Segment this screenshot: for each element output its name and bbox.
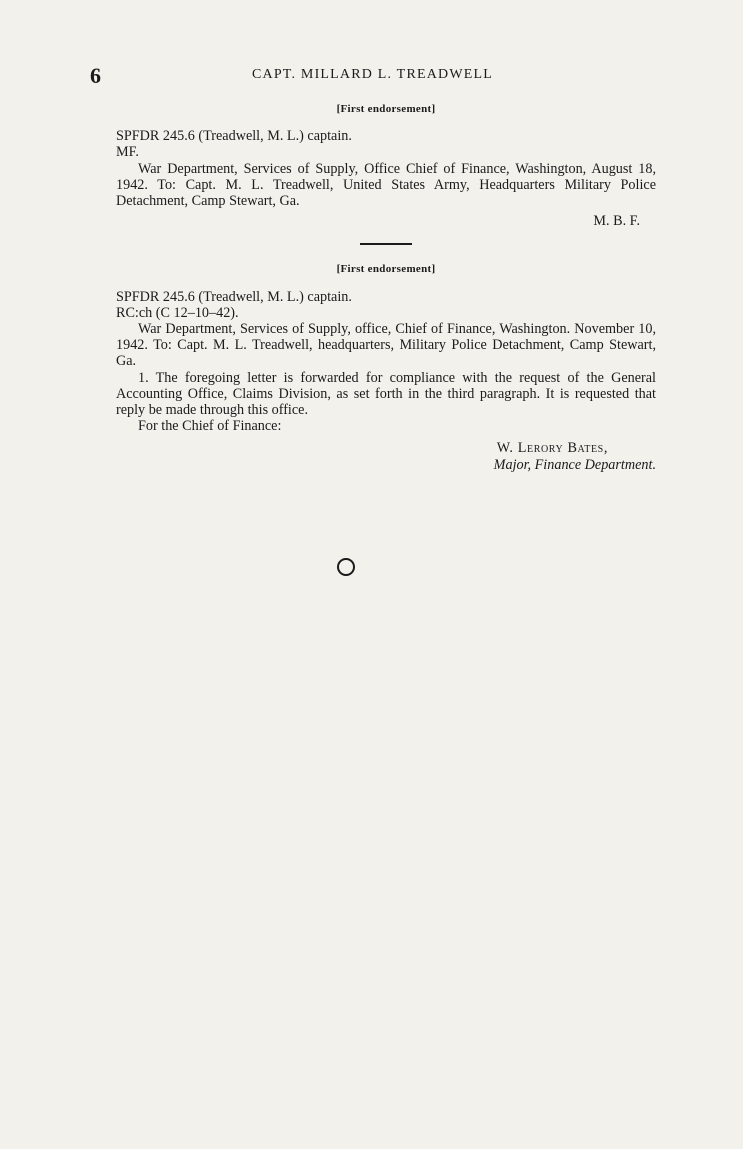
signature-title: Major, Finance Department. bbox=[493, 456, 656, 473]
initials-reference: RC:ch (C 12–10–42). bbox=[116, 304, 239, 321]
numbered-paragraph: 1. The foregoing letter is forwarded for compliance with the request of the General Accounting Office, Claims Division, as set forth in the third paragraph. It is requested that reply be made through this office. bbox=[116, 369, 656, 419]
signature-name: W. Lerory Bates, bbox=[496, 440, 608, 457]
endorsement-heading: [First endorsement] bbox=[336, 263, 436, 276]
endorsement-heading: [First endorsement] bbox=[336, 103, 436, 115]
signature-block bbox=[116, 440, 656, 472]
document-body bbox=[116, 101, 656, 473]
page-number: 6 bbox=[90, 63, 101, 88]
endorsement-text: War Department, Services of Supply, Office Chief of Finance, Washington, August 18, 1942. To: Capt. M. L. Treadwell, United States Army, Headquarters Military Police Detachment, Camp Stewart, Ga. bbox=[116, 160, 656, 210]
second-endorsement bbox=[116, 261, 656, 472]
file-reference: SPFDR 245.6 (Treadwell, M. L.) captain. bbox=[116, 128, 352, 145]
endorsement-text: War Department, Services of Supply, office, Chief of Finance, Washington. November 10, 1942. To: Capt. M. L. Treadwell, headquarters, Military Police Detachment, Camp Stewart, Ga. bbox=[116, 321, 656, 370]
end-ornament-icon bbox=[337, 558, 355, 576]
page-header bbox=[90, 64, 655, 88]
initials-reference: MF. bbox=[116, 144, 139, 161]
first-endorsement bbox=[116, 101, 656, 229]
running-title: CAPT. MILLARD L. TREADWELL bbox=[251, 67, 494, 82]
section-divider bbox=[360, 243, 412, 245]
closing-line: For the Chief of Finance: bbox=[138, 418, 282, 435]
file-reference: SPFDR 245.6 (Treadwell, M. L.) captain. bbox=[116, 288, 352, 305]
signoff-initials: M. B. F. bbox=[593, 213, 640, 230]
